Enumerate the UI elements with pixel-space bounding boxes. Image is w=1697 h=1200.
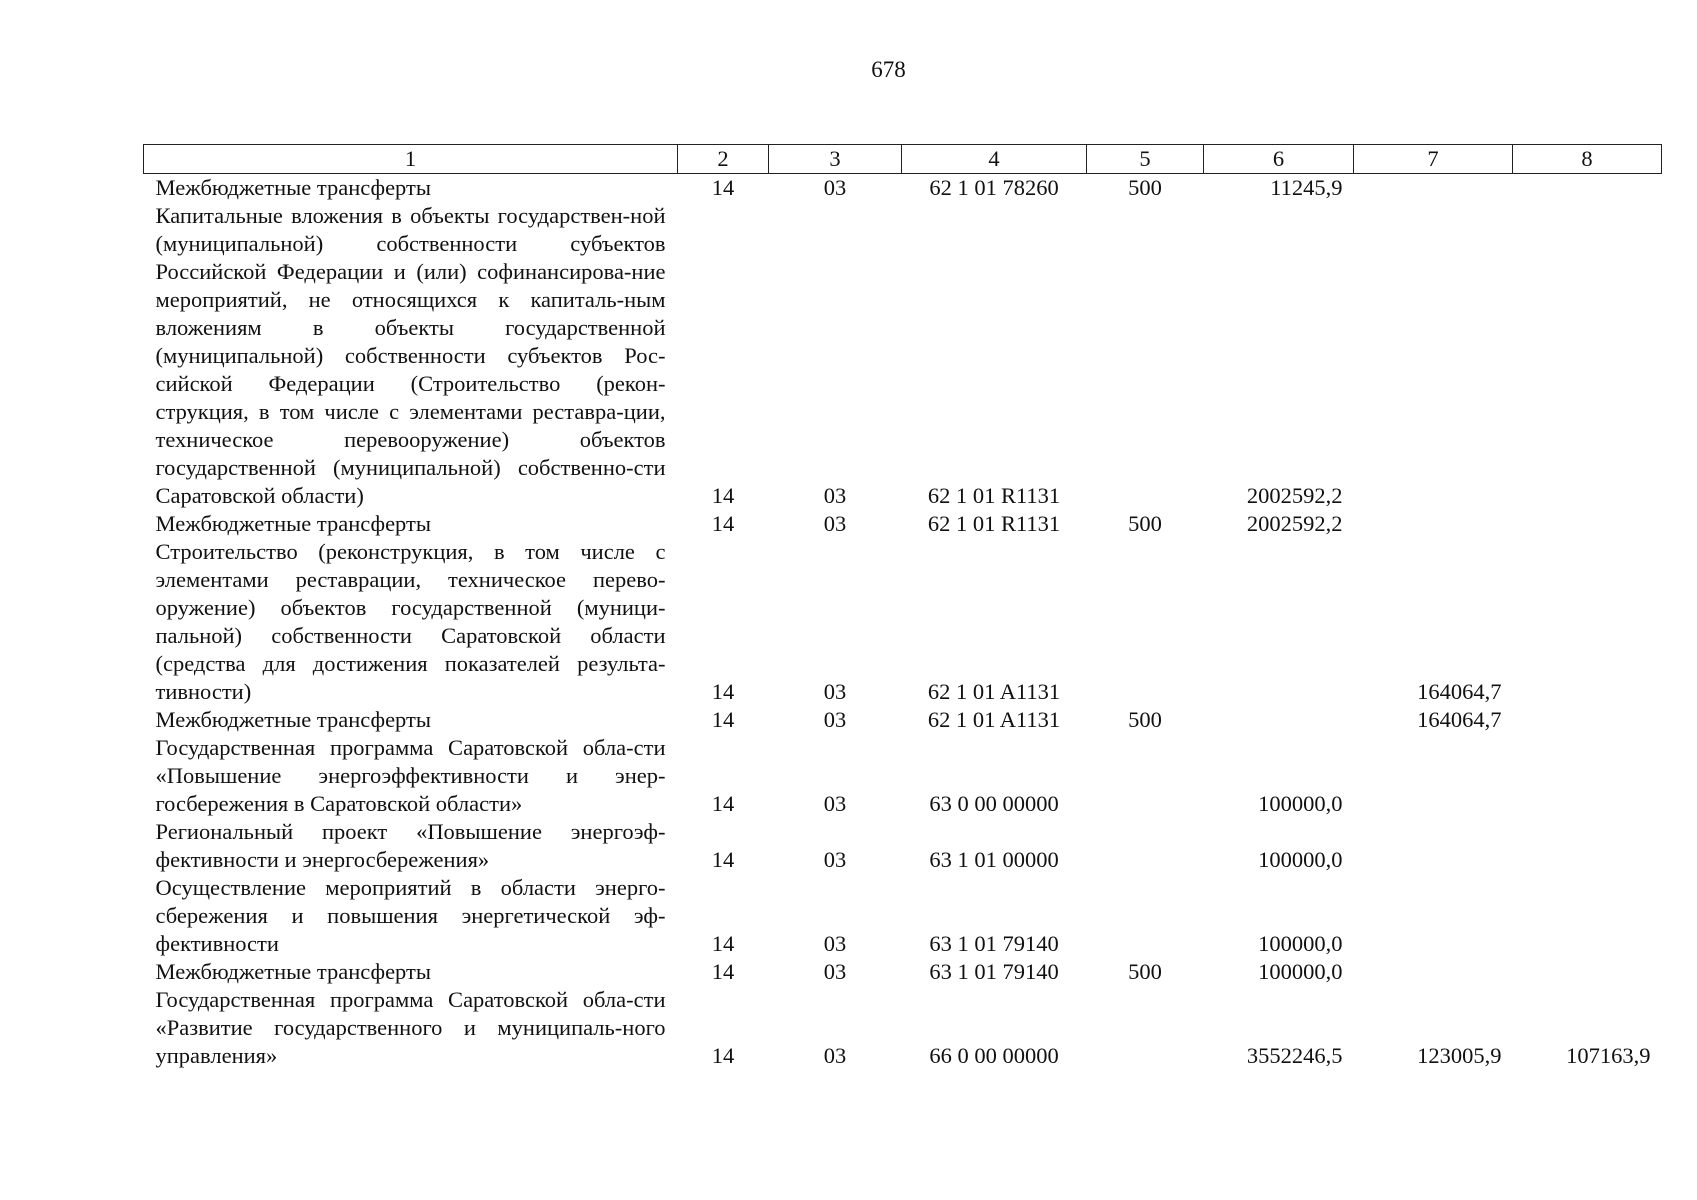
row-section: 14 bbox=[711, 791, 735, 816]
column-header-1: 1 bbox=[144, 145, 678, 174]
row-subsection: 03 bbox=[823, 483, 847, 508]
row-subsection: 03 bbox=[823, 707, 847, 732]
row-section: 14 bbox=[711, 511, 735, 536]
row-value-7: 164064,7 bbox=[1417, 679, 1502, 704]
row-value-8 bbox=[1513, 538, 1662, 706]
row-value-8: 107163,9 bbox=[1566, 1043, 1651, 1068]
row-value-6 bbox=[1204, 538, 1354, 706]
row-expense-type: 500 bbox=[1128, 511, 1162, 536]
row-value-7 bbox=[1354, 510, 1513, 538]
row-subsection: 03 bbox=[823, 791, 847, 816]
row-expense-type: 500 bbox=[1128, 707, 1162, 732]
row-name: Строительство (реконструкция, в том числе с элементами реставрации, техническое перево-оружение) объектов государственной (муници-пальной) собственности Саратовской области (средства для достижения показателей результа-тивности) bbox=[155, 539, 666, 704]
row-value-7: 164064,7 bbox=[1417, 707, 1502, 732]
row-section: 14 bbox=[711, 1043, 735, 1068]
row-target-code: 63 1 01 00000 bbox=[929, 847, 1059, 872]
table-row bbox=[144, 986, 1662, 1070]
row-value-7 bbox=[1354, 874, 1513, 958]
row-subsection: 03 bbox=[823, 679, 847, 704]
row-target-code: 62 1 01 78260 bbox=[929, 175, 1059, 200]
row-target-code: 63 0 00 00000 bbox=[929, 791, 1059, 816]
column-header-5: 5 bbox=[1087, 145, 1204, 174]
row-value-6: 100000,0 bbox=[1258, 847, 1343, 872]
row-name: Межбюджетные трансферты bbox=[155, 707, 431, 732]
row-value-6: 100000,0 bbox=[1258, 931, 1343, 956]
table-row bbox=[144, 818, 1662, 874]
row-subsection: 03 bbox=[823, 931, 847, 956]
row-value-8 bbox=[1513, 734, 1662, 818]
budget-table bbox=[143, 144, 1662, 1070]
row-expense-type bbox=[1087, 874, 1204, 958]
row-expense-type bbox=[1087, 538, 1204, 706]
row-target-code: 63 1 01 79140 bbox=[929, 931, 1059, 956]
row-target-code: 63 1 01 79140 bbox=[929, 959, 1059, 984]
row-value-7 bbox=[1354, 174, 1513, 203]
row-section: 14 bbox=[711, 483, 735, 508]
row-name: Межбюджетные трансферты bbox=[155, 511, 431, 536]
table-row bbox=[144, 538, 1662, 706]
column-header-3: 3 bbox=[769, 145, 902, 174]
row-value-8 bbox=[1513, 706, 1662, 734]
row-subsection: 03 bbox=[823, 959, 847, 984]
column-header-8: 8 bbox=[1513, 145, 1662, 174]
row-expense-type bbox=[1087, 202, 1204, 510]
row-target-code: 62 1 01 R1131 bbox=[927, 483, 1061, 508]
row-subsection: 03 bbox=[823, 511, 847, 536]
row-value-6: 3552246,5 bbox=[1246, 1043, 1343, 1068]
row-value-7 bbox=[1354, 734, 1513, 818]
row-target-code: 62 1 01 A1131 bbox=[927, 679, 1061, 704]
row-section: 14 bbox=[711, 959, 735, 984]
row-section: 14 bbox=[711, 707, 735, 732]
row-name: Капитальные вложения в объекты государствен-ной (муниципальной) собственности субъектов Российской Федерации и (или) софинансирова-ние мероприятий, не относящихся к капиталь-ным вложениям в объекты государственной (муниципальной) собственности субъектов Рос-сийской Федерации (Строительство (рекон-струкция, в том числе с элементами реставра-ции, техническое перевооружение) объектов государственной (муниципальной) собственно-сти Саратовской области) bbox=[155, 203, 666, 508]
row-name: Государственная программа Саратовской обла-сти «Повышение энергоэффективности и энер-госбережения в Саратовской области» bbox=[155, 735, 666, 816]
table-row bbox=[144, 202, 1662, 510]
table-row bbox=[144, 874, 1662, 958]
row-value-6: 11245,9 bbox=[1270, 175, 1343, 200]
row-value-8 bbox=[1513, 202, 1662, 510]
row-value-7: 123005,9 bbox=[1417, 1043, 1502, 1068]
row-section: 14 bbox=[711, 679, 735, 704]
row-expense-type: 500 bbox=[1128, 959, 1162, 984]
row-subsection: 03 bbox=[823, 847, 847, 872]
table-row bbox=[144, 174, 1662, 203]
column-header-6: 6 bbox=[1204, 145, 1354, 174]
table-row bbox=[144, 734, 1662, 818]
row-target-code: 66 0 00 00000 bbox=[929, 1043, 1059, 1068]
column-header-7: 7 bbox=[1354, 145, 1513, 174]
row-value-7 bbox=[1354, 958, 1513, 986]
row-subsection: 03 bbox=[823, 175, 847, 200]
row-expense-type bbox=[1087, 734, 1204, 818]
table-row bbox=[144, 706, 1662, 734]
row-target-code: 62 1 01 A1131 bbox=[927, 707, 1061, 732]
row-value-6 bbox=[1204, 706, 1354, 734]
row-name: Осуществление мероприятий в области энерго-сбережения и повышения энергетической эф-фективности bbox=[155, 875, 666, 956]
row-value-7 bbox=[1354, 818, 1513, 874]
row-name: Межбюджетные трансферты bbox=[155, 175, 431, 200]
row-value-7 bbox=[1354, 202, 1513, 510]
row-expense-type: 500 bbox=[1128, 175, 1162, 200]
row-name: Государственная программа Саратовской обла-сти «Развитие государственного и муниципаль-ного управления» bbox=[155, 987, 666, 1068]
row-value-8 bbox=[1513, 818, 1662, 874]
row-target-code: 62 1 01 R1131 bbox=[927, 511, 1061, 536]
row-subsection: 03 bbox=[823, 1043, 847, 1068]
row-section: 14 bbox=[711, 175, 735, 200]
column-header-2: 2 bbox=[678, 145, 769, 174]
row-value-8 bbox=[1513, 510, 1662, 538]
row-value-6: 100000,0 bbox=[1258, 791, 1343, 816]
row-value-6: 2002592,2 bbox=[1246, 511, 1343, 536]
row-expense-type bbox=[1087, 986, 1204, 1070]
column-number-header bbox=[144, 145, 1662, 174]
column-header-4: 4 bbox=[902, 145, 1087, 174]
row-section: 14 bbox=[711, 847, 735, 872]
page-number: 678 bbox=[871, 57, 906, 82]
row-section: 14 bbox=[711, 931, 735, 956]
row-value-6: 100000,0 bbox=[1258, 959, 1343, 984]
row-value-8 bbox=[1513, 958, 1662, 986]
row-name: Региональный проект «Повышение энергоэф-фективности и энергосбережения» bbox=[155, 819, 666, 872]
table-row bbox=[144, 958, 1662, 986]
row-name: Межбюджетные трансферты bbox=[155, 959, 431, 984]
row-value-8 bbox=[1513, 874, 1662, 958]
table-row bbox=[144, 510, 1662, 538]
row-value-6: 2002592,2 bbox=[1246, 483, 1343, 508]
row-expense-type bbox=[1087, 818, 1204, 874]
row-value-8 bbox=[1513, 174, 1662, 203]
